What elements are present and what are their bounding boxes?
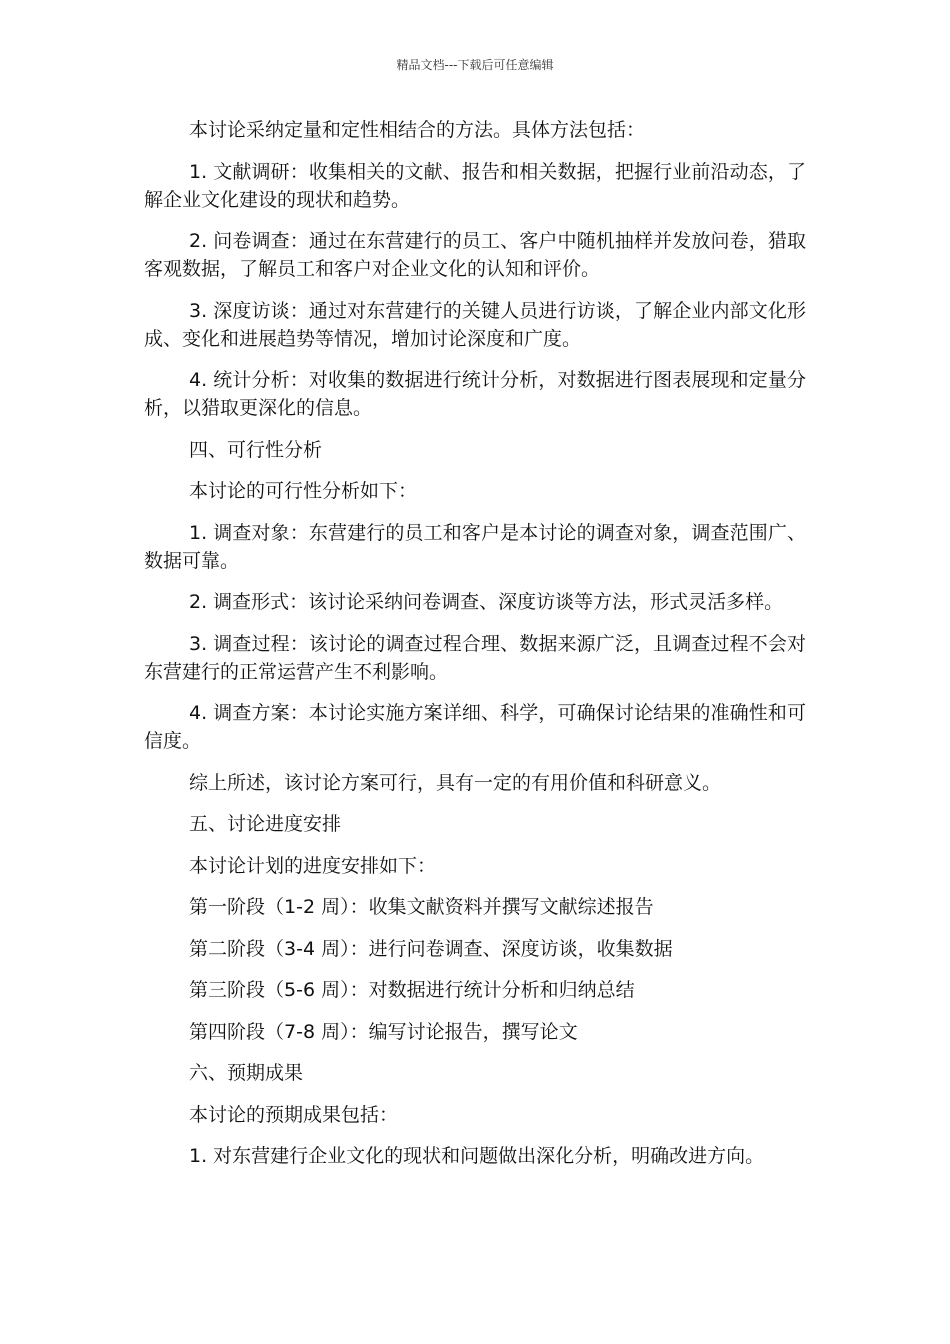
page-header: 精品文档---下载后可任意编辑 xyxy=(396,58,554,72)
section-heading: 六、预期成果 xyxy=(189,1062,304,1084)
method-item: 1. 文献调研：收集相关的文献、报告和相关数据，把握行业前沿动态，了解企业文化建设的现状和趋势。 xyxy=(144,160,806,211)
outcome-item: 1. 对东营建行企业文化的现状和问题做出深化分析，明确改进方向。 xyxy=(189,1145,765,1167)
document-body xyxy=(144,116,806,1184)
method-item: 4. 统计分析：对收集的数据进行统计分析，对数据进行图表展现和定量分析，以猎取更深化的信息。 xyxy=(144,369,806,419)
section-heading: 五、讨论进度安排 xyxy=(189,813,342,835)
feasibility-item: 2. 调查形式：该讨论采纳问卷调查、深度访谈等方法，形式灵活多样。 xyxy=(189,591,784,613)
schedule-item: 第三阶段（5-6 周）：对数据进行统计分析和归纳总结 xyxy=(189,979,635,1001)
intro-paragraph: 本讨论采纳定量和定性相结合的方法。具体方法包括： xyxy=(189,119,646,141)
schedule-item: 第四阶段（7-8 周）：编写讨论报告，撰写论文 xyxy=(189,1020,578,1043)
method-item: 2. 问卷调查：通过在东营建行的员工、客户中随机抽样并发放问卷，猎取客观数据，了解员工和客户对企业文化的认知和评价。 xyxy=(144,230,806,280)
section-intro: 本讨论的可行性分析如下： xyxy=(189,480,418,502)
feasibility-item: 3. 调查过程：该讨论的调查过程合理、数据来源广泛，且调查过程不会对东营建行的正常运营产生不利影响。 xyxy=(144,632,806,683)
schedule-item: 第二阶段（3-4 周）：进行问卷调查、深度访谈，收集数据 xyxy=(189,937,673,960)
section-intro: 本讨论计划的进度安排如下： xyxy=(189,854,437,877)
feasibility-item: 1. 调查对象：东营建行的员工和客户是本讨论的调查对象，调查范围广、数据可靠。 xyxy=(144,521,806,572)
conclusion-paragraph: 综上所述，该讨论方案可行，具有一定的有用价值和科研意义。 xyxy=(189,771,722,794)
section-intro: 本讨论的预期成果包括： xyxy=(189,1103,399,1126)
method-item: 3. 深度访谈：通过对东营建行的关键人员进行访谈，了解企业内部文化形成、变化和进展趋势等情况，增加讨论深度和广度。 xyxy=(144,299,806,350)
section-heading: 四、可行性分析 xyxy=(189,438,323,461)
feasibility-item: 4. 调查方案：本讨论实施方案详细、科学，可确保讨论结果的准确性和可信度。 xyxy=(144,702,806,752)
schedule-item: 第一阶段（1-2 周）：收集文献资料并撰写文献综述报告 xyxy=(189,896,654,918)
